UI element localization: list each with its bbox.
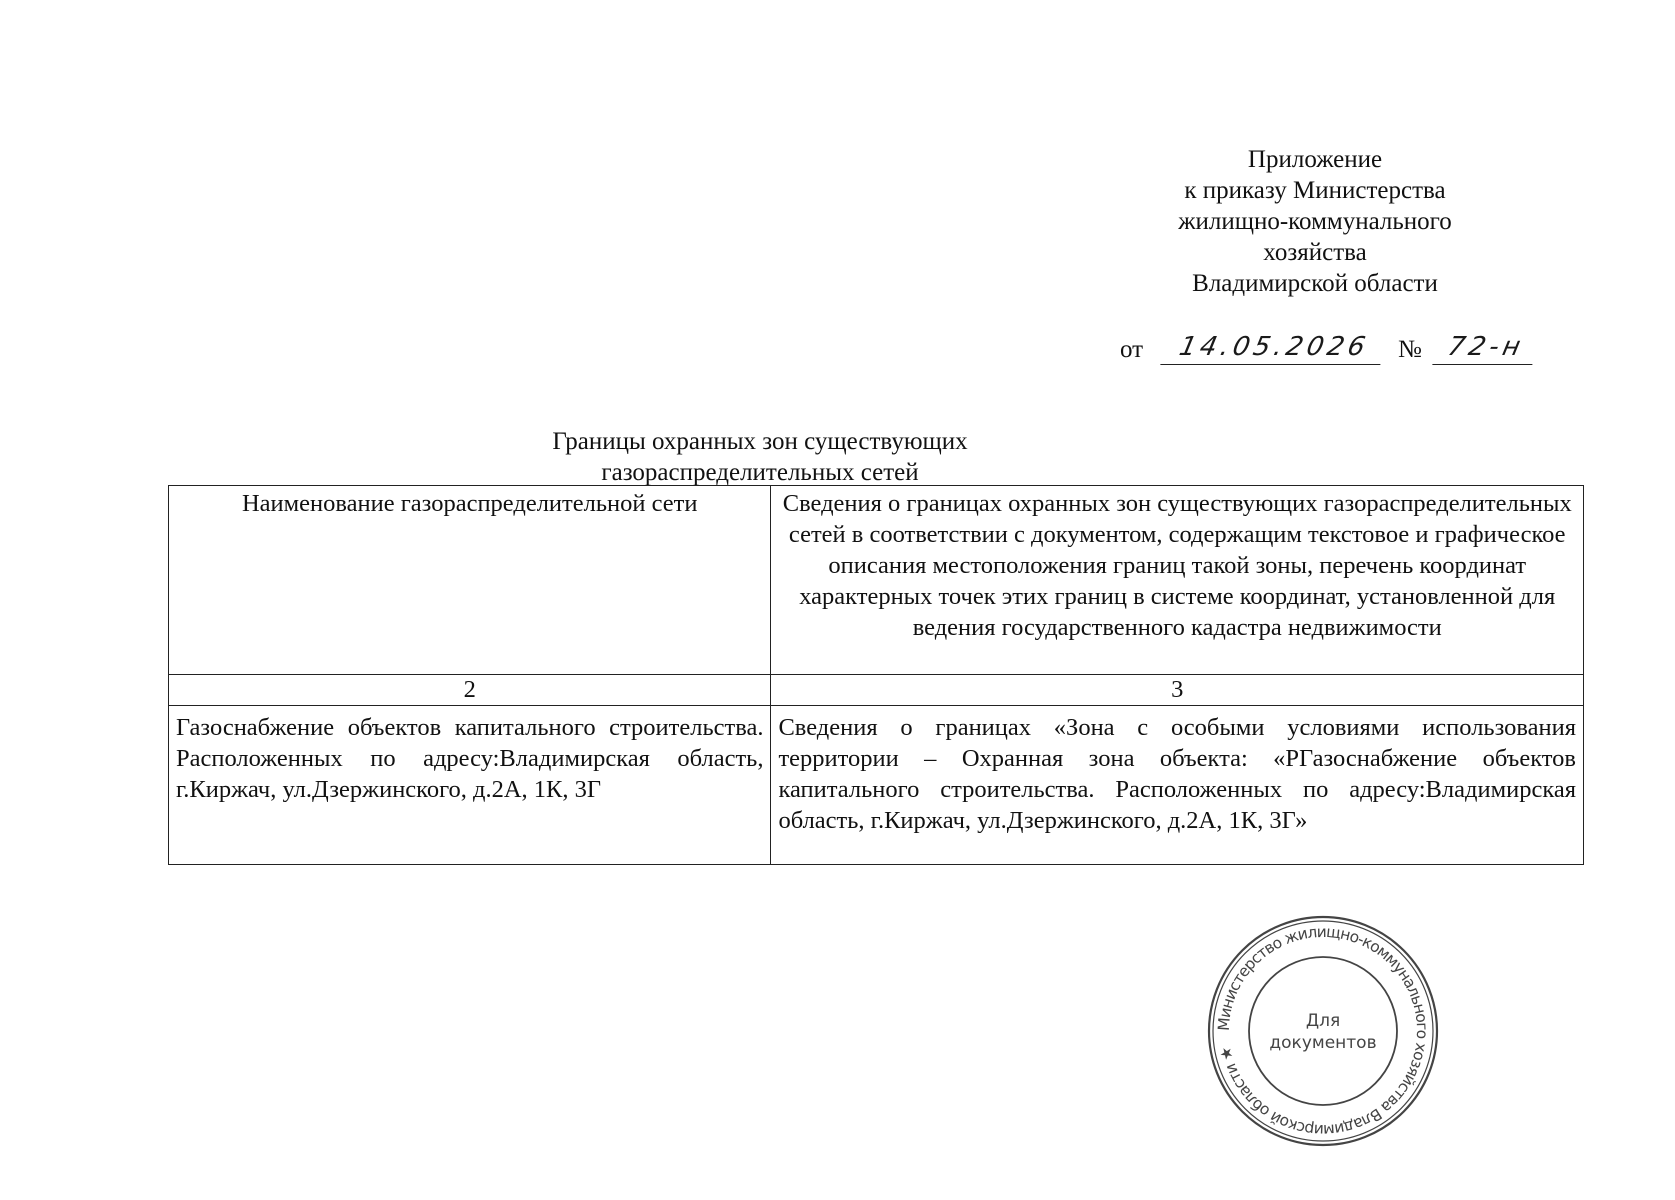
table-row	[169, 706, 1584, 865]
seal-ring-text: Министерство жилищно-коммунального хозяйства Владимирской области ★	[1214, 922, 1432, 1140]
column-number: 3	[771, 675, 1584, 706]
network-name-cell: Газоснабжение объектов капитального строительства. Расположенных по адресу:Владимирская область, г.Киржач, ул.Дзержинского, д.2А, 1К, 3Г	[169, 706, 771, 865]
table-header-row	[169, 486, 1584, 675]
document-title	[430, 426, 1090, 488]
order-number-label: №	[1398, 336, 1422, 363]
official-seal-stamp	[1205, 913, 1441, 1149]
appendix-line: к приказу Министерства	[1184, 177, 1446, 204]
protection-zones-table	[168, 485, 1584, 865]
column-number: 2	[169, 675, 771, 706]
seal-outer-ring	[1209, 917, 1437, 1145]
table-number-row	[169, 675, 1584, 706]
appendix-block	[1120, 144, 1510, 299]
order-from-label: от	[1120, 336, 1144, 363]
appendix-line: хозяйства	[1263, 239, 1367, 266]
seal-inner-ring	[1249, 957, 1397, 1105]
order-number: 72-н	[1432, 330, 1539, 365]
appendix-line: Приложение	[1247, 146, 1383, 173]
title-line-1: Границы охранных зон существующих	[552, 428, 968, 455]
seal-center-line-2: документов	[1269, 1033, 1377, 1053]
order-date: 14.05.2026	[1160, 330, 1387, 365]
appendix-line: Владимирской области	[1192, 270, 1438, 297]
zone-info-cell: Сведения о границах «Зона с особыми условиями использования территории – Охранная зона объекта: «РГазоснабжение объектов капитального строительства. Расположенных по адресу:Владимирская область, г.Киржач, ул.Дзержинского, д.2А, 1К, 3Г»	[771, 706, 1584, 865]
seal-outer-ring-inner	[1213, 921, 1433, 1141]
header-zone-info: Сведения о границах охранных зон существующих газораспределительных сетей в соответствии с документом, содержащим текстовое и графическое описания местоположения границ такой зоны, перечень координат характерных точек этих границ в системе координат, установленной для ведения государственного кадастра недвижимости	[771, 486, 1584, 675]
seal-graphic	[1205, 913, 1441, 1149]
appendix-line: жилищно-коммунального	[1178, 208, 1452, 235]
title-line-2: газораспределительных сетей	[601, 459, 919, 486]
header-network-name: Наименование газораспределительной сети	[169, 486, 771, 675]
seal-center-line-1: Для	[1305, 1011, 1341, 1031]
